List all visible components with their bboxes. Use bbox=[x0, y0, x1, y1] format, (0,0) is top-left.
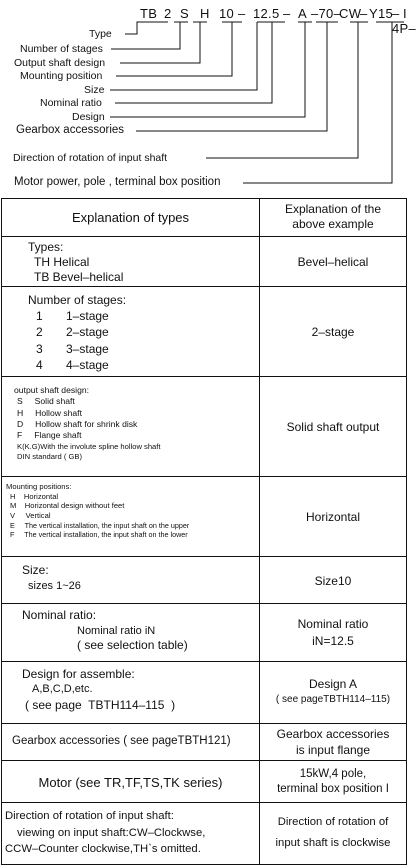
rotation-heading: Direction of rotation of input shaft: bbox=[5, 810, 174, 822]
ratio-right-line1: Nominal ratio bbox=[297, 617, 369, 631]
table-row-ratio bbox=[2, 603, 406, 661]
design-right bbox=[260, 677, 406, 706]
output-shaft-right: Solid shaft output bbox=[286, 420, 380, 434]
design-left bbox=[22, 666, 254, 713]
mounting-left bbox=[6, 482, 258, 539]
label-output-shaft-design: Output shaft design bbox=[14, 57, 106, 69]
header-right bbox=[260, 202, 406, 232]
code-design: A bbox=[298, 6, 307, 21]
label-gearbox-accessories: Gearbox accessories bbox=[16, 124, 125, 136]
code-ratio: 12.5 bbox=[253, 6, 280, 21]
design-options: A,B,C,D,etc. bbox=[32, 683, 93, 696]
label-nominal-ratio: Nominal ratio bbox=[40, 97, 102, 109]
code-size: 10 bbox=[219, 6, 235, 21]
ratio-right bbox=[260, 616, 406, 651]
designation-diagram bbox=[0, 0, 416, 197]
code-mounting: H bbox=[200, 6, 210, 21]
code-rotation: CW bbox=[339, 6, 362, 21]
ratio-see: ( see selection table) bbox=[77, 637, 188, 652]
ratio-right-line2: iN=12.5 bbox=[312, 634, 354, 649]
output-shaft-d: D Hollow shaft for shrink disk bbox=[17, 419, 138, 430]
output-shaft-left bbox=[14, 385, 254, 462]
output-shaft-f: F Flange shaft bbox=[17, 430, 82, 441]
stages-heading: Number of stages: bbox=[28, 293, 127, 307]
types-tb: TB Bevel–helical bbox=[34, 270, 124, 284]
motor-right bbox=[260, 767, 406, 797]
ratio-heading: Nominal ratio: bbox=[22, 608, 97, 622]
design-right-line1: Design A bbox=[308, 677, 358, 691]
mounting-h: H Horizontal bbox=[10, 491, 59, 501]
mounting-heading: Mounting positions: bbox=[6, 482, 72, 491]
table-row-size bbox=[2, 556, 406, 603]
header-right-line2: above example bbox=[292, 217, 374, 231]
rotation-viewing: viewing on input shaft:CW–Clockwse, bbox=[17, 826, 206, 839]
table-row-rotation bbox=[2, 802, 406, 864]
stages-left bbox=[28, 292, 248, 373]
label-type: Type bbox=[89, 28, 112, 40]
code-type: TB bbox=[140, 6, 158, 21]
ratio-in: Nominal ratio iN bbox=[77, 624, 156, 637]
label-number-of-stages: Number of stages bbox=[20, 43, 103, 55]
output-shaft-heading: output shaft design: bbox=[14, 385, 90, 395]
output-shaft-s: S Solid shaft bbox=[17, 396, 75, 407]
mounting-f: F The vertical installation, the input shaft on the lower bbox=[10, 530, 188, 540]
rotation-left bbox=[5, 808, 259, 858]
label-size: Size bbox=[84, 84, 105, 96]
size-left bbox=[22, 563, 252, 593]
design-heading: Design for assemble: bbox=[22, 667, 135, 681]
rotation-ccw: CCW–Counter clockwise,TH`s omitted. bbox=[5, 843, 201, 856]
design-see: ( see page TBTH114–115 ) bbox=[25, 698, 176, 713]
label-direction-of-rotation: Direction of rotation of input shaft bbox=[13, 152, 168, 164]
mounting-right: Horizontal bbox=[305, 510, 361, 524]
code-dash-1: – bbox=[238, 6, 246, 21]
stages-1: 1 1–stage bbox=[36, 309, 109, 324]
ratio-left bbox=[22, 608, 252, 653]
size-heading: Size: bbox=[22, 563, 49, 577]
rotation-right-line1: Direction of rotation of bbox=[277, 816, 389, 828]
table-row-types bbox=[2, 236, 406, 286]
rotation-right-line2: input shaft is clockwise bbox=[275, 837, 391, 850]
types-right: Bevel–helical bbox=[297, 255, 369, 269]
stages-right: 2–stage bbox=[311, 325, 355, 339]
header-left: Explanation of types bbox=[71, 210, 190, 225]
code-motor: Y15 bbox=[369, 6, 394, 21]
table-row-motor bbox=[2, 760, 406, 802]
design-right-line2: ( see pageTBTH114–115) bbox=[275, 693, 391, 705]
code-pole: –4P– bbox=[392, 6, 416, 36]
output-shaft-k: K(K.G)With the involute spline hollow shaft bbox=[17, 441, 161, 451]
stages-4: 4 4–stage bbox=[36, 357, 109, 372]
table-row-design bbox=[2, 661, 406, 723]
output-shaft-h: H Hollow shaft bbox=[17, 407, 82, 418]
mounting-e: E The vertical installation, the input shaft on the upper bbox=[10, 520, 190, 530]
types-th: TH Helical bbox=[34, 255, 90, 269]
table-header bbox=[2, 199, 406, 236]
accessories-right-line1: Gearbox accessories bbox=[276, 727, 390, 741]
size-right: Size10 bbox=[314, 573, 352, 588]
code-output-shaft: S bbox=[180, 6, 189, 21]
mounting-m: M Horizontal design without feet bbox=[10, 501, 125, 511]
types-heading: Types: bbox=[28, 240, 64, 254]
stages-2: 2 2–stage bbox=[36, 325, 109, 340]
label-design: Design bbox=[72, 111, 105, 123]
size-range: sizes 1~26 bbox=[28, 579, 81, 592]
code-dash-2: – bbox=[283, 6, 291, 21]
table-row-stages bbox=[2, 286, 406, 376]
stages-3: 3 3–stage bbox=[36, 341, 109, 356]
accessories-left: Gearbox accessories ( see pageTBTH121) bbox=[12, 735, 231, 747]
label-motor-power: Motor power, pole , terminal box position bbox=[14, 176, 221, 188]
motor-right-line1: 15kW,4 pole, bbox=[299, 768, 367, 780]
table-row-mounting bbox=[2, 476, 406, 556]
table-row-output-shaft bbox=[2, 376, 406, 476]
accessories-right bbox=[260, 727, 406, 758]
table-row-accessories bbox=[2, 723, 406, 760]
code-stages: 2 bbox=[164, 6, 172, 21]
mounting-v: V Vertical bbox=[10, 511, 51, 521]
accessories-right-line2: is input flange bbox=[295, 742, 371, 757]
motor-left: Motor (see TR,TF,TS,TK series) bbox=[38, 774, 223, 790]
types-left bbox=[28, 240, 248, 285]
rotation-right bbox=[260, 812, 406, 855]
header-right-line1: Explanation of the bbox=[284, 202, 382, 216]
motor-right-line2: terminal box position I bbox=[277, 782, 389, 795]
label-mounting-position: Mounting position bbox=[20, 70, 103, 82]
code-accessories: –70– bbox=[311, 6, 342, 21]
code-terminal: I bbox=[403, 6, 407, 21]
explanation-table bbox=[1, 198, 407, 865]
output-shaft-din: DIN standard ( GB) bbox=[17, 451, 82, 461]
code-dash-3: – bbox=[360, 6, 368, 21]
